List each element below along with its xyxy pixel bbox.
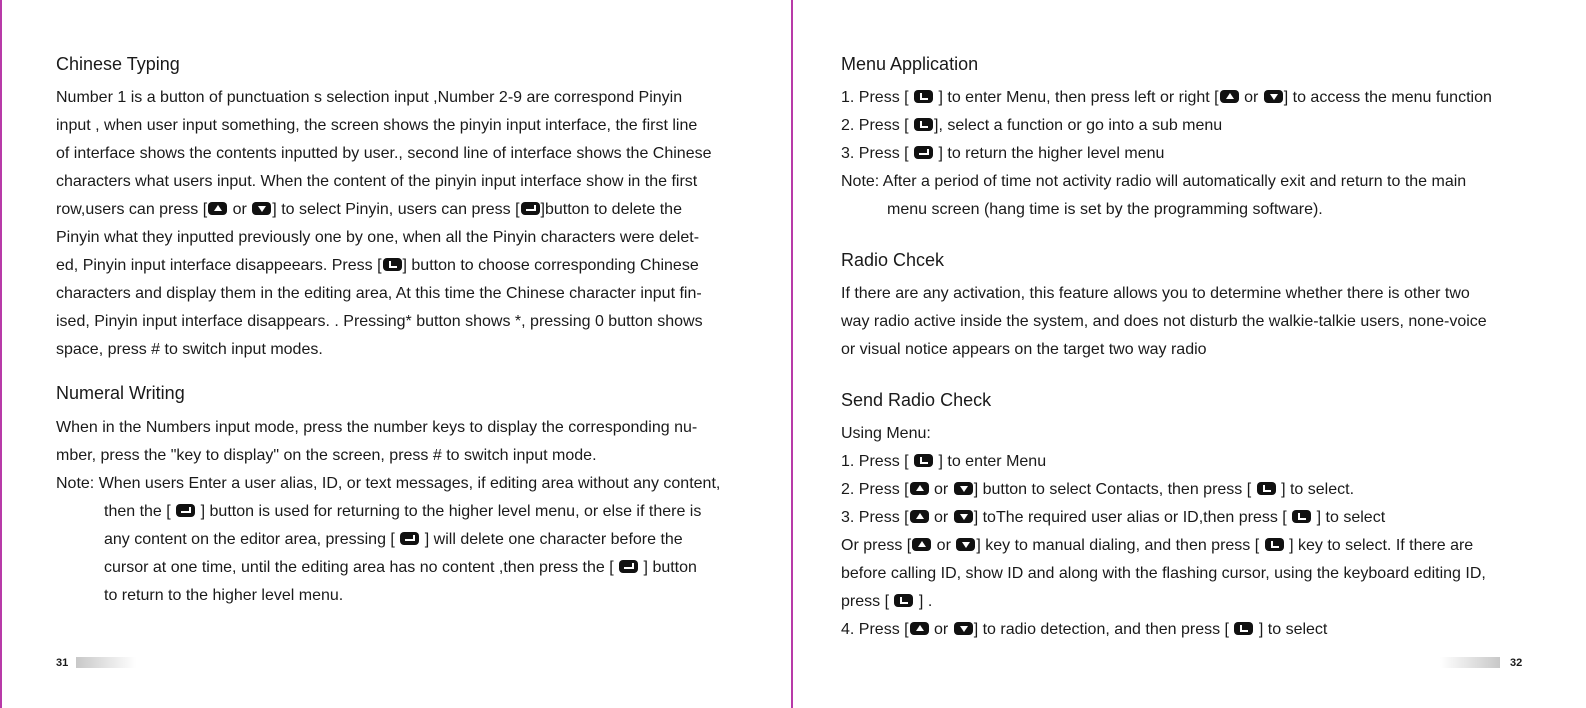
text-line: or visual notice appears on the target two way radio bbox=[841, 341, 1207, 358]
back-key-icon bbox=[400, 532, 419, 545]
text-line bbox=[841, 592, 932, 612]
menu-key-icon bbox=[914, 90, 933, 103]
text-line: mber, press the "key to display" on the screen, press # to switch input mode. bbox=[56, 447, 597, 464]
text-span: press [ bbox=[841, 593, 890, 610]
text-span: or bbox=[929, 481, 953, 498]
text-span: row,users can press [ bbox=[56, 201, 208, 218]
text-span: ed, Pinyin input interface disappeears. Press [ bbox=[56, 257, 382, 274]
text-span: ] toThe required user alias or ID,then press [ bbox=[973, 509, 1287, 526]
up-key-icon bbox=[910, 622, 929, 635]
text-line: before calling ID, show ID and along with the flashing cursor, using the keyboard editing ID, bbox=[841, 565, 1486, 582]
text-line: Using Menu: bbox=[841, 425, 931, 442]
text-line bbox=[56, 256, 699, 276]
page-number: 32 bbox=[1510, 657, 1523, 669]
menu-key-icon bbox=[383, 258, 402, 271]
text-line: ised, Pinyin input interface disappears. . Pressing* button shows *, pressing 0 button shows bbox=[56, 313, 703, 330]
text-line bbox=[841, 620, 1327, 640]
text-line bbox=[841, 480, 1354, 500]
back-key-icon bbox=[176, 504, 195, 517]
text-span: 3. Press [ bbox=[841, 509, 909, 526]
menu-key-icon bbox=[914, 118, 933, 131]
up-key-icon bbox=[208, 202, 227, 215]
text-line: characters and display them in the editing area, At this time the Chinese character input fin- bbox=[56, 285, 702, 302]
text-line bbox=[841, 116, 1222, 136]
up-key-icon bbox=[910, 482, 929, 495]
down-key-icon bbox=[956, 538, 975, 551]
text-line: characters what users input. When the content of the pinyin input interface show in the first bbox=[56, 173, 698, 190]
back-key-icon bbox=[914, 146, 933, 159]
page-number-bar bbox=[1440, 657, 1500, 668]
menu-key-icon bbox=[894, 594, 913, 607]
menu-key-icon bbox=[1292, 510, 1311, 523]
text-span: 1. Press [ bbox=[841, 453, 909, 470]
text-span: 4. Press [ bbox=[841, 621, 909, 638]
page-edge-left bbox=[0, 0, 2, 708]
text-line bbox=[841, 452, 1046, 472]
menu-key-icon bbox=[1265, 538, 1284, 551]
section-title-radio-check: Radio Chcek bbox=[841, 250, 945, 270]
text-span: ] key to manual dialing, and then press [ bbox=[976, 537, 1260, 554]
section-title-chinese-typing: Chinese Typing bbox=[56, 54, 180, 74]
up-key-icon bbox=[912, 538, 931, 551]
text-span: ] to select. bbox=[1281, 481, 1355, 498]
text-span: ] will delete one character before the bbox=[424, 531, 683, 548]
text-span: ] button to select Contacts, then press [ bbox=[973, 481, 1252, 498]
up-key-icon bbox=[1220, 90, 1239, 103]
down-key-icon bbox=[954, 622, 973, 635]
text-line bbox=[56, 200, 682, 220]
page-gutter bbox=[791, 0, 793, 708]
text-span: or bbox=[1239, 89, 1263, 106]
text-span: Or press [ bbox=[841, 537, 912, 554]
down-key-icon bbox=[252, 202, 271, 215]
text-line: Note: After a period of time not activity radio will automatically exit and return to the main bbox=[841, 173, 1467, 190]
text-line: to return to the higher level menu. bbox=[104, 587, 344, 604]
text-span: 1. Press [ bbox=[841, 89, 909, 106]
text-line: input , when user input something, the screen shows the pinyin input interface, the first line bbox=[56, 117, 698, 134]
text-span: cursor at one time, until the editing area has no content ,then press the [ bbox=[104, 559, 614, 576]
right-page bbox=[841, 0, 1550, 708]
menu-key-icon bbox=[914, 454, 933, 467]
text-span: ] to enter Menu, then press left or right [ bbox=[938, 89, 1219, 106]
left-page bbox=[56, 0, 756, 708]
text-span: or bbox=[932, 537, 956, 554]
text-span: ] . bbox=[918, 593, 933, 610]
text-span: ]button to delete the bbox=[540, 201, 682, 218]
down-key-icon bbox=[954, 482, 973, 495]
text-span: ] button to choose corresponding Chinese bbox=[402, 257, 699, 274]
text-line bbox=[841, 536, 1473, 556]
text-line bbox=[841, 88, 1492, 108]
text-span: 2. Press [ bbox=[841, 481, 909, 498]
text-span: ] to enter Menu bbox=[938, 453, 1047, 470]
text-span: 3. Press [ bbox=[841, 145, 909, 162]
down-key-icon bbox=[1264, 90, 1283, 103]
text-span: ] to return the higher level menu bbox=[938, 145, 1165, 162]
back-key-icon bbox=[619, 560, 638, 573]
text-span: ] button bbox=[643, 559, 697, 576]
menu-key-icon bbox=[1257, 482, 1276, 495]
text-span: ], select a function or go into a sub menu bbox=[934, 117, 1223, 134]
text-line: Pinyin what they inputted previously one by one, when all the Pinyin characters were delet- bbox=[56, 229, 700, 246]
text-span: ] to select bbox=[1316, 509, 1386, 526]
text-span: or bbox=[929, 621, 953, 638]
text-line: of interface shows the contents inputted by user., second line of interface shows the Chinese bbox=[56, 145, 712, 162]
text-span: then the [ bbox=[104, 503, 171, 520]
text-span: ] key to select. If there are bbox=[1289, 537, 1474, 554]
text-span: or bbox=[929, 509, 953, 526]
text-span: ] to select bbox=[1258, 621, 1328, 638]
up-key-icon bbox=[910, 510, 929, 523]
page-number: 31 bbox=[56, 657, 69, 669]
text-span: 2. Press [ bbox=[841, 117, 909, 134]
text-span: or bbox=[228, 201, 252, 218]
text-line: space, press # to switch input modes. bbox=[56, 341, 323, 358]
section-title-send-radio-check: Send Radio Check bbox=[841, 390, 992, 410]
text-line bbox=[104, 530, 683, 550]
back-key-icon bbox=[521, 202, 540, 215]
section-title-menu-application: Menu Application bbox=[841, 54, 979, 74]
down-key-icon bbox=[954, 510, 973, 523]
text-line: menu screen (hang time is set by the programming software). bbox=[887, 201, 1323, 218]
page-number-bar bbox=[76, 657, 136, 668]
text-line: Number 1 is a button of punctuation s selection input ,Number 2-9 are correspond Pinyin bbox=[56, 89, 683, 106]
text-line: If there are any activation, this feature allows you to determine whether there is other two bbox=[841, 285, 1470, 302]
text-span: any content on the editor area, pressing [ bbox=[104, 531, 395, 548]
text-span: ] to select Pinyin, users can press [ bbox=[272, 201, 520, 218]
text-line bbox=[104, 558, 697, 578]
text-span: ] button is used for returning to the higher level menu, or else if there is bbox=[200, 503, 702, 520]
menu-key-icon bbox=[1234, 622, 1253, 635]
text-line: way radio active inside the system, and does not disturb the walkie-talkie users, none-voice bbox=[841, 313, 1487, 330]
text-span: ] to access the menu function bbox=[1283, 89, 1492, 106]
text-line bbox=[104, 502, 701, 522]
text-line: Note: When users Enter a user alias, ID, or text messages, if editing area without any content, bbox=[56, 475, 721, 492]
text-line bbox=[841, 508, 1385, 528]
text-line bbox=[841, 144, 1164, 164]
section-title-numeral-writing: Numeral Writing bbox=[56, 383, 185, 403]
text-span: ] to radio detection, and then press [ bbox=[973, 621, 1229, 638]
text-line: When in the Numbers input mode, press the number keys to display the corresponding nu- bbox=[56, 419, 698, 436]
